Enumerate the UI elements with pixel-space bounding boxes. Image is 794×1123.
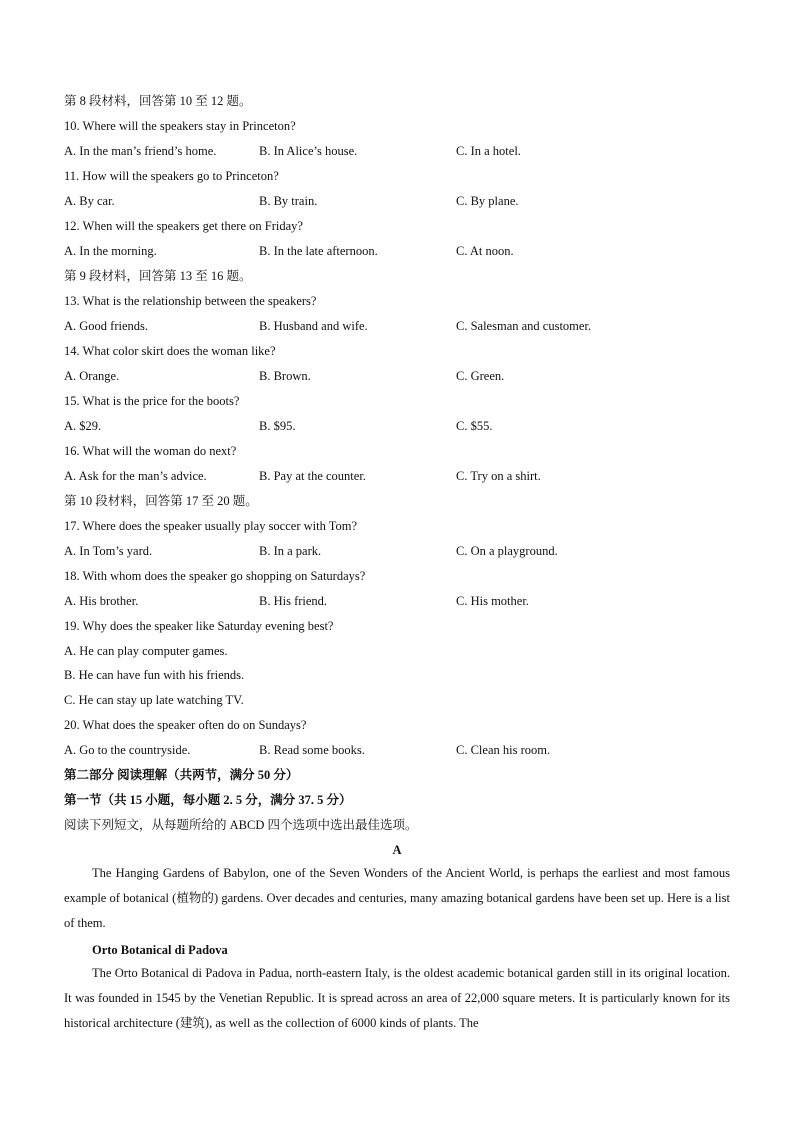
part-2-section-1-heading: 第一节（共 15 小题，每小题 2. 5 分，满分 37. 5 分） xyxy=(64,793,352,807)
question-17-option-b: B. In a park. xyxy=(259,544,322,558)
section-10-heading: 第 10 段材料，回答第 17 至 20 题。 xyxy=(64,494,258,508)
question-19-stem: 19. Why does the speaker like Saturday evening best? xyxy=(64,619,334,633)
question-11-option-b: B. By train. xyxy=(259,194,318,208)
question-16-option-b: B. Pay at the counter. xyxy=(259,469,366,483)
question-12-option-c: C. At noon. xyxy=(456,244,514,258)
question-17-option-a: A. In Tom’s yard. xyxy=(64,544,153,558)
question-19-option-b: B. He can have fun with his friends. xyxy=(64,668,245,682)
question-12-option-b: B. In the late afternoon. xyxy=(259,244,378,258)
question-20-option-c: C. Clean his room. xyxy=(456,743,551,757)
question-16-option-c: C. Try on a shirt. xyxy=(456,469,541,483)
question-13-stem: 13. What is the relationship between the speakers? xyxy=(64,294,317,308)
question-14-stem: 14. What color skirt does the woman like? xyxy=(64,344,276,358)
question-11-option-a: A. By car. xyxy=(64,194,115,208)
question-18-option-b: B. His friend. xyxy=(259,594,328,608)
question-14-option-a: A. Orange. xyxy=(64,369,120,383)
question-20-option-a: A. Go to the countryside. xyxy=(64,743,191,757)
question-18-option-c: C. His mother. xyxy=(456,594,529,608)
section-8-heading: 第 8 段材料，回答第 10 至 12 题。 xyxy=(64,94,252,108)
question-15-option-a: A. $29. xyxy=(64,419,102,433)
question-12-option-a: A. In the morning. xyxy=(64,244,157,258)
question-19-option-a: A. He can play computer games. xyxy=(64,644,228,658)
question-18-option-a: A. His brother. xyxy=(64,594,139,608)
question-18-stem: 18. With whom does the speaker go shopping on Saturdays? xyxy=(64,569,366,583)
passage-paragraph-2: The Orto Botanical di Padova in Padua, north-eastern Italy, is the oldest academic botanical garden still in its original location. It was founded in 1545 by the Venetian Republic. It is spread across an area of 22,000 square meters. It is particularly known for its historical architecture (建筑), as well as the collection of 6000 kinds of plants. The xyxy=(64,966,730,1030)
passage-paragraph-1: The Hanging Gardens of Babylon, one of the Seven Wonders of the Ancient World, is perhaps the earliest and most famous example of botanical (植物的) gardens. Over decades and centuries, many amazing botanical gardens have been set up. Here is a list of them. xyxy=(64,866,730,930)
question-13-option-c: C. Salesman and customer. xyxy=(456,319,592,333)
question-15-stem: 15. What is the price for the boots? xyxy=(64,394,240,408)
question-10-option-b: B. In Alice’s house. xyxy=(259,144,358,158)
question-12-stem: 12. When will the speakers get there on Friday? xyxy=(64,219,303,233)
question-15-option-b: B. $95. xyxy=(259,419,296,433)
question-10-option-c: C. In a hotel. xyxy=(456,144,521,158)
question-20-option-b: B. Read some books. xyxy=(259,743,365,757)
question-11-stem: 11. How will the speakers go to Princeton? xyxy=(64,169,279,183)
question-17-option-c: C. On a playground. xyxy=(456,544,558,558)
question-10-option-a: A. In the man’s friend’s home. xyxy=(64,144,217,158)
question-19-option-c: C. He can stay up late watching TV. xyxy=(64,693,244,707)
question-11-option-c: C. By plane. xyxy=(456,194,519,208)
section-9-heading: 第 9 段材料，回答第 13 至 16 题。 xyxy=(64,269,252,283)
question-13-option-b: B. Husband and wife. xyxy=(259,319,368,333)
question-16-option-a: A. Ask for the man’s advice. xyxy=(64,469,207,483)
question-15-option-c: C. $55. xyxy=(456,419,493,433)
question-17-stem: 17. Where does the speaker usually play soccer with Tom? xyxy=(64,519,358,533)
question-14-option-b: B. Brown. xyxy=(259,369,311,383)
question-10-stem: 10. Where will the speakers stay in Princeton? xyxy=(64,119,296,133)
passage-label: A xyxy=(392,843,402,857)
reading-instruction: 阅读下列短文，从每题所给的 ABCD 四个选项中选出最佳选项。 xyxy=(64,818,418,832)
question-13-option-a: A. Good friends. xyxy=(64,319,149,333)
question-20-stem: 20. What does the speaker often do on Sundays? xyxy=(64,718,307,732)
question-16-stem: 16. What will the woman do next? xyxy=(64,444,237,458)
part-2-heading: 第二部分 阅读理解（共两节，满分 50 分） xyxy=(64,768,299,782)
question-14-option-c: C. Green. xyxy=(456,369,505,383)
passage-subheading: Orto Botanical di Padova xyxy=(92,943,228,957)
